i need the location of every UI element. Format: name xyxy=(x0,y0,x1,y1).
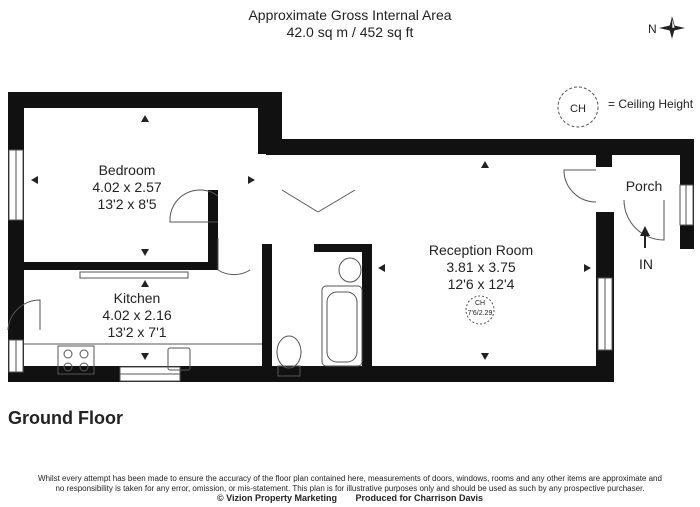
ceiling-marker-value: 7'6/2.29 xyxy=(467,310,493,317)
copyright-text: © Vizion Property Marketing xyxy=(216,493,337,503)
room-name: Bedroom xyxy=(98,162,156,178)
area-value: 42.0 sq m / 452 sq ft xyxy=(286,24,414,40)
legend-label: = Ceiling Height xyxy=(608,97,694,111)
room-name: Porch xyxy=(625,178,663,194)
room-imperial: 13'2 x 7'1 xyxy=(107,324,167,340)
disclaimer-line-1: Whilst every attempt has been made to ensure the accuracy of the floor plan contained here, measurements of doors, windows, rooms and any other items are approximate and xyxy=(38,474,662,483)
disclaimer-line-2: no responsibility is taken for any error, omission, or mis-statement. This plan is for illustrative purposes only and should be used as such by any prospective purchaser. xyxy=(55,484,645,493)
floor-label: Ground Floor xyxy=(8,408,123,428)
ceiling-marker-symbol: CH xyxy=(474,300,486,307)
room-metric: 4.02 x 2.16 xyxy=(102,307,172,323)
room-metric: 4.02 x 2.57 xyxy=(92,179,162,195)
room-imperial: 13'2 x 8'5 xyxy=(97,196,157,212)
entrance-label: IN xyxy=(639,256,653,272)
legend-symbol: CH xyxy=(570,103,586,115)
disclaimer xyxy=(38,474,662,494)
room-metric: 3.81 x 3.75 xyxy=(446,259,516,275)
room-reception xyxy=(429,242,533,293)
compass-north-label: N xyxy=(648,22,657,36)
room-name: Kitchen xyxy=(113,290,161,306)
room-porch xyxy=(626,178,663,195)
area-title: Approximate Gross Internal Area xyxy=(248,7,452,23)
credits xyxy=(209,493,491,503)
compass-rose-icon xyxy=(648,17,685,39)
room-kitchen xyxy=(102,290,171,341)
produced-for-text: Produced for Charrison Davis xyxy=(355,493,484,503)
room-name: Reception Room xyxy=(428,242,534,258)
room-bedroom xyxy=(92,162,161,213)
room-imperial: 12'6 x 12'4 xyxy=(447,276,515,292)
bathroom-fittings xyxy=(277,258,362,376)
